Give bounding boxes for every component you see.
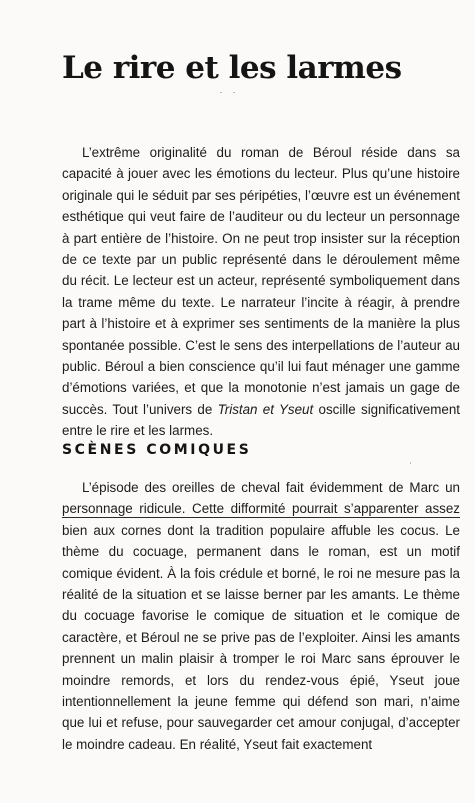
paragraph-2: L’épisode des oreilles de cheval fait évidemment de Marc un personnage ridicule. Cette difformité pourrait s’apparenter assez bien aux cornes dont la tradition populaire affuble les cocus. Le thème du cocuage, permanent dans le roman, est un motif comique évident. À la fois crédule et borné, le roi ne mesure pas la réalité de la situation et se laisse berner par les amants. Le thème du cocuage favorise le comique de situation et le comique de caractère, et Béroul ne se prive pas de l’exploiter. Ainsi les amants prennent un malin plaisir à tromper le roi Marc sans éprouver le moindre remords, et lors du rendez-vous épié, Yseut joue intentionnellement la jeune femme qui défend son mari, n’aime que lui et refuse, pour sauvegarder cet amour conjugal, d’accepter le moindre cadeau. En réalité, Yseut fait exactement xyxy=(62,480,460,752)
paragraph-1-end: oscille significativement entre le rire et les larmes. xyxy=(62,401,460,439)
handwritten-underline xyxy=(62,517,460,518)
chapter-title: Le rire et les larmes xyxy=(62,50,402,86)
paragraph-1-text: L’extrême originalité du roman de Béroul réside dans sa capacité à jouer avec les émotions du lecteur. Plus qu’une histoire originale qui le séduit par ses péripéties, l’œuvre est un événement esthétique qui veut faire de l’auditeur ou du lecteur un personnage à part entière de l’histoire. On ne peut trop insister sur la réception de ce texte par un public représenté dans le déroulement même du récit. Le lecteur est un acteur, représenté symboliquement dans la trame même du texte. Le narrateur l’incite à réagir, à prendre part à l’histoire et à exprimer ses sentiments de la manière la plus spontanée possible. C’est le sens des interpellations de l’auteur au public. Béroul a bien conscience qu’il lui faut ménager une gamme d’émotions variées, et que la monotonie n’est jamais un gage de succès. Tout l’univers de xyxy=(62,145,460,417)
section-heading: SCÈNES COMIQUES xyxy=(62,442,252,458)
intro-paragraph xyxy=(62,142,460,442)
section-paragraph xyxy=(62,477,460,755)
paragraph-1 xyxy=(62,142,460,442)
print-speck xyxy=(220,92,222,93)
print-speck xyxy=(233,92,235,93)
work-title-italic: Tristan et Yseut xyxy=(217,401,314,417)
print-speck xyxy=(410,462,411,464)
